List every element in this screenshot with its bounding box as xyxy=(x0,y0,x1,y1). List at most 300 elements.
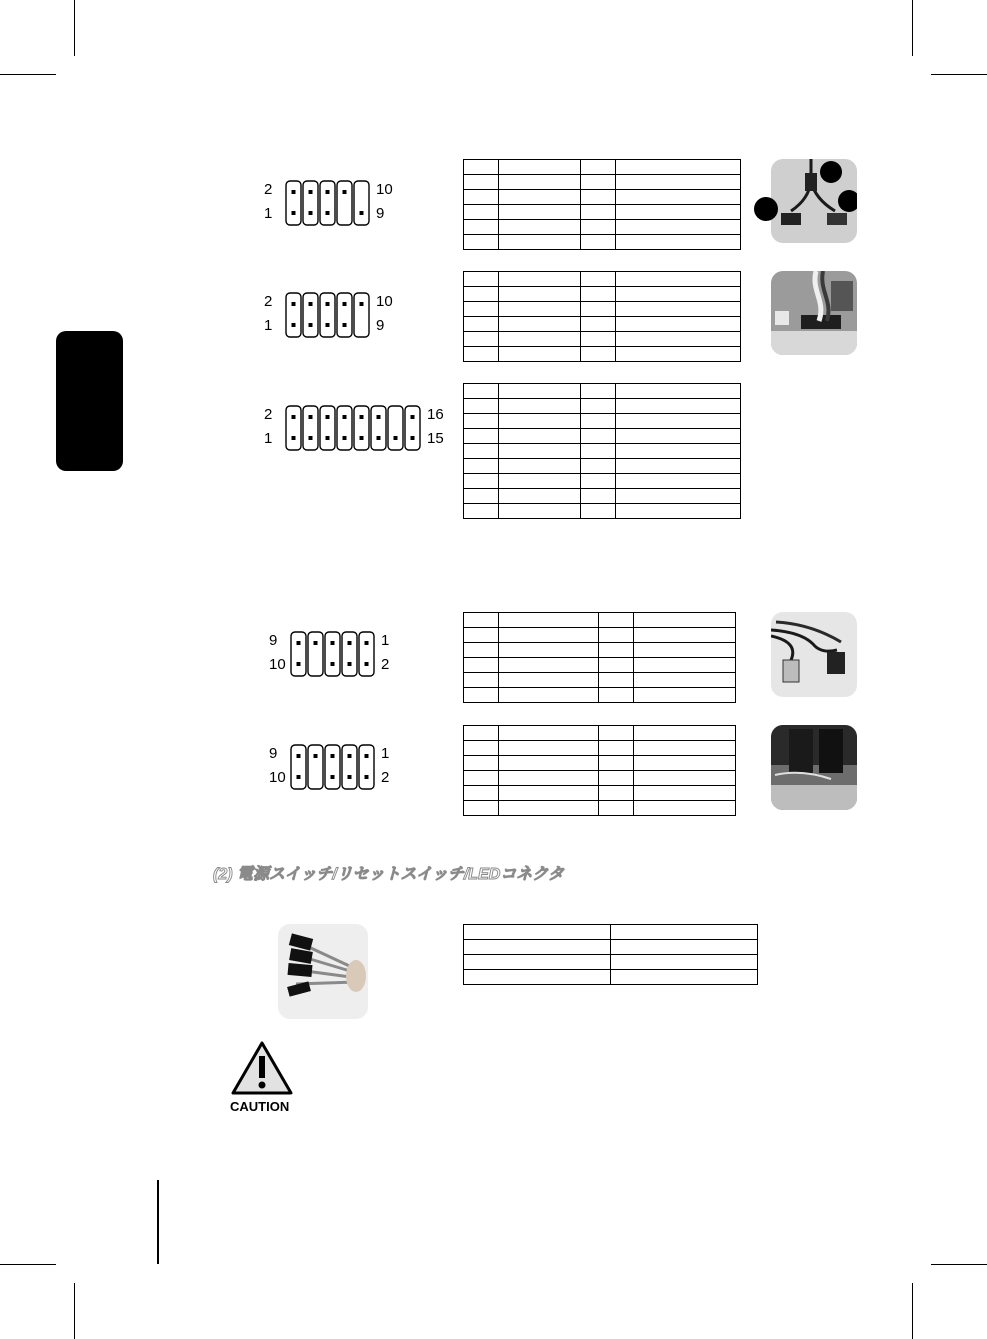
table-cell xyxy=(464,643,499,658)
table-cell xyxy=(499,302,581,317)
table-cell xyxy=(464,160,499,175)
table-row xyxy=(464,673,736,688)
table-cell xyxy=(634,726,736,741)
table-cell xyxy=(464,955,611,970)
table-cell xyxy=(499,726,599,741)
table-cell xyxy=(581,429,616,444)
table-cell xyxy=(464,801,499,816)
pin-column xyxy=(405,406,420,450)
table-cell xyxy=(616,384,741,399)
table-cell xyxy=(499,287,581,302)
pin-column xyxy=(337,293,352,337)
table-cell xyxy=(499,459,581,474)
pin xyxy=(365,775,369,779)
audio-header-photo xyxy=(771,725,857,810)
pin-number-label: 9 xyxy=(269,745,278,762)
table-cell xyxy=(499,688,599,703)
pin-column xyxy=(303,181,318,225)
pin-column xyxy=(308,632,323,676)
crop-mark xyxy=(0,74,56,75)
table-cell xyxy=(581,220,616,235)
header-a xyxy=(260,178,410,228)
table-cell xyxy=(599,756,634,771)
front-panel-cable-photo xyxy=(278,924,368,1019)
pin xyxy=(292,190,296,194)
pin xyxy=(297,775,301,779)
table-cell xyxy=(464,970,611,985)
crop-mark xyxy=(912,1283,913,1339)
table-cell xyxy=(464,205,499,220)
pin-column xyxy=(308,745,323,789)
pin xyxy=(309,436,313,440)
table-row xyxy=(464,688,736,703)
pin-header-outline xyxy=(285,292,372,338)
pin xyxy=(292,436,296,440)
pin-number-label: 2 xyxy=(381,769,390,786)
pin xyxy=(292,211,296,215)
table-row xyxy=(464,444,741,459)
table-cell xyxy=(599,786,634,801)
table-cell xyxy=(499,504,581,519)
header-e xyxy=(265,742,415,792)
table-cell xyxy=(634,741,736,756)
pin-number-label: 9 xyxy=(376,317,385,334)
pin-assignment-table xyxy=(463,725,736,816)
table-row xyxy=(464,384,741,399)
pin xyxy=(411,436,415,440)
table-cell xyxy=(464,771,499,786)
table-cell xyxy=(581,317,616,332)
header-d xyxy=(265,629,415,679)
pin-column xyxy=(303,293,318,337)
pin-assignment-table xyxy=(463,383,741,519)
pin xyxy=(377,415,381,419)
table-row xyxy=(464,399,741,414)
table-cell xyxy=(581,489,616,504)
table-cell xyxy=(611,970,758,985)
pin-number-label: 1 xyxy=(264,205,273,222)
table-cell xyxy=(581,205,616,220)
table-cell xyxy=(499,786,599,801)
table-cell xyxy=(581,444,616,459)
pin xyxy=(343,302,347,306)
section-title: (2) 電源スイッチ/リセットスイッチ/LEDコネクタ xyxy=(213,866,564,883)
pin-number-label: 15 xyxy=(427,430,444,447)
table-cell xyxy=(499,741,599,756)
table-cell xyxy=(634,771,736,786)
table-row xyxy=(464,786,736,801)
pin-column xyxy=(286,293,301,337)
pin-column xyxy=(320,406,335,450)
pin xyxy=(348,641,352,645)
table-cell xyxy=(464,688,499,703)
pin-column xyxy=(359,745,374,789)
table-cell xyxy=(499,756,599,771)
pin-column xyxy=(303,406,318,450)
table-cell xyxy=(499,771,599,786)
table-cell xyxy=(499,190,581,205)
pin xyxy=(331,662,335,666)
table-cell xyxy=(616,414,741,429)
table-cell xyxy=(464,347,499,362)
pin-number-label: 9 xyxy=(269,632,278,649)
table-cell xyxy=(599,658,634,673)
table-cell xyxy=(464,175,499,190)
pin-number-label: 9 xyxy=(376,205,385,222)
audio-cable-photo xyxy=(771,612,857,697)
pin xyxy=(360,436,364,440)
table-cell xyxy=(464,925,611,940)
table-cell xyxy=(464,332,499,347)
crop-mark xyxy=(0,1264,56,1265)
table-cell xyxy=(499,444,581,459)
crop-mark xyxy=(74,0,75,56)
table-row xyxy=(464,190,741,205)
caution-icon xyxy=(230,1040,294,1096)
pin-column xyxy=(342,632,357,676)
table-cell xyxy=(616,205,741,220)
table-cell xyxy=(499,235,581,250)
table-cell xyxy=(581,414,616,429)
pin xyxy=(394,436,398,440)
table-cell xyxy=(634,688,736,703)
table-row xyxy=(464,302,741,317)
pin-number-label: 2 xyxy=(264,406,273,423)
pin xyxy=(297,662,301,666)
pin xyxy=(314,754,318,758)
table-cell xyxy=(599,726,634,741)
pin xyxy=(309,323,313,327)
pin-number-label: 2 xyxy=(264,181,273,198)
table-row xyxy=(464,235,741,250)
table-cell xyxy=(499,272,581,287)
table-row xyxy=(464,726,736,741)
table-cell xyxy=(499,414,581,429)
table-cell xyxy=(499,175,581,190)
table-cell xyxy=(599,801,634,816)
table-cell xyxy=(464,504,499,519)
pin-column xyxy=(359,632,374,676)
pin xyxy=(331,775,335,779)
table-cell xyxy=(499,474,581,489)
pin-column xyxy=(286,406,301,450)
pin-header-outline xyxy=(285,180,372,226)
pin xyxy=(297,754,301,758)
table-row xyxy=(464,287,741,302)
pin-number-label: 2 xyxy=(381,656,390,673)
table-cell xyxy=(616,302,741,317)
table-row xyxy=(464,940,758,955)
table-cell xyxy=(464,613,499,628)
pin xyxy=(343,190,347,194)
table-cell xyxy=(634,786,736,801)
table-cell xyxy=(616,332,741,347)
table-cell xyxy=(611,940,758,955)
table-cell xyxy=(599,613,634,628)
pin xyxy=(309,190,313,194)
table-cell xyxy=(581,504,616,519)
table-cell xyxy=(581,332,616,347)
table-cell xyxy=(499,205,581,220)
table-row xyxy=(464,628,736,643)
table-cell xyxy=(616,175,741,190)
table-cell xyxy=(581,175,616,190)
pin xyxy=(331,641,335,645)
crop-mark xyxy=(931,1264,987,1265)
table-cell xyxy=(616,287,741,302)
table-cell xyxy=(616,444,741,459)
table-cell xyxy=(599,643,634,658)
table-row xyxy=(464,504,741,519)
table-row xyxy=(464,347,741,362)
table-row xyxy=(464,205,741,220)
crop-mark xyxy=(74,1283,75,1339)
table-cell xyxy=(499,160,581,175)
pin xyxy=(326,302,330,306)
table-cell xyxy=(464,658,499,673)
pin-column xyxy=(371,406,386,450)
table-cell xyxy=(464,756,499,771)
pin-column xyxy=(325,632,340,676)
table-cell xyxy=(581,302,616,317)
section-tab xyxy=(56,331,123,471)
table-row xyxy=(464,272,741,287)
pin xyxy=(326,211,330,215)
table-cell xyxy=(499,399,581,414)
cable-splitter-photo xyxy=(771,159,857,243)
table-cell xyxy=(611,925,758,940)
pin xyxy=(343,323,347,327)
pin xyxy=(292,415,296,419)
header-b xyxy=(260,290,410,340)
table-cell xyxy=(464,444,499,459)
table-cell xyxy=(581,474,616,489)
table-cell xyxy=(634,628,736,643)
table-row xyxy=(464,970,758,985)
table-cell xyxy=(464,786,499,801)
caution-label: CAUTION xyxy=(230,1099,290,1114)
table-row xyxy=(464,414,741,429)
pin-column xyxy=(320,293,335,337)
pin-column xyxy=(342,745,357,789)
table-cell xyxy=(464,287,499,302)
pin xyxy=(292,302,296,306)
pin xyxy=(326,323,330,327)
table-cell xyxy=(616,317,741,332)
table-row xyxy=(464,317,741,332)
pin-column xyxy=(388,406,403,450)
table-cell xyxy=(581,272,616,287)
connector-table xyxy=(463,924,758,985)
table-row xyxy=(464,175,741,190)
table-cell xyxy=(499,658,599,673)
pin xyxy=(326,436,330,440)
table-cell xyxy=(464,940,611,955)
table-cell xyxy=(464,429,499,444)
table-cell xyxy=(581,190,616,205)
pin xyxy=(314,641,318,645)
table-row xyxy=(464,429,741,444)
table-row xyxy=(464,220,741,235)
table-row xyxy=(464,332,741,347)
table-row xyxy=(464,613,736,628)
table-cell xyxy=(634,613,736,628)
table-cell xyxy=(634,643,736,658)
table-cell xyxy=(616,235,741,250)
pin xyxy=(331,754,335,758)
table-row xyxy=(464,459,741,474)
table-cell xyxy=(464,741,499,756)
table-cell xyxy=(616,429,741,444)
pin-number-label: 16 xyxy=(427,406,444,423)
table-cell xyxy=(616,220,741,235)
table-row xyxy=(464,801,736,816)
pin xyxy=(326,415,330,419)
table-cell xyxy=(599,628,634,643)
table-cell xyxy=(616,474,741,489)
table-cell xyxy=(634,801,736,816)
pin-number-label: 1 xyxy=(381,632,390,649)
pin-number-label: 10 xyxy=(376,181,393,198)
table-cell xyxy=(464,220,499,235)
callout-circle xyxy=(754,197,778,221)
table-cell xyxy=(616,399,741,414)
table-cell xyxy=(616,489,741,504)
table-cell xyxy=(464,302,499,317)
pin-number-label: 2 xyxy=(264,293,273,310)
pin xyxy=(297,641,301,645)
pin xyxy=(348,775,352,779)
pin xyxy=(309,302,313,306)
table-row xyxy=(464,658,736,673)
pin-number-label: 1 xyxy=(264,317,273,334)
crop-mark xyxy=(912,0,913,56)
table-cell xyxy=(581,235,616,250)
pin xyxy=(377,436,381,440)
pin-number-label: 1 xyxy=(381,745,390,762)
table-cell xyxy=(616,190,741,205)
pin-header-outline xyxy=(290,631,377,677)
table-row xyxy=(464,160,741,175)
pin xyxy=(365,754,369,758)
crop-mark xyxy=(931,74,987,75)
pin-number-label: 1 xyxy=(264,430,273,447)
table-cell xyxy=(464,399,499,414)
table-cell xyxy=(499,317,581,332)
table-cell xyxy=(634,756,736,771)
table-cell xyxy=(616,504,741,519)
table-cell xyxy=(464,190,499,205)
pin-column xyxy=(354,406,369,450)
table-cell xyxy=(634,673,736,688)
table-cell xyxy=(464,628,499,643)
pin xyxy=(309,415,313,419)
table-cell xyxy=(499,613,599,628)
pin-column xyxy=(337,181,352,225)
table-cell xyxy=(616,347,741,362)
pin-column xyxy=(320,181,335,225)
table-row xyxy=(464,955,758,970)
table-cell xyxy=(464,272,499,287)
table-cell xyxy=(616,272,741,287)
pin xyxy=(360,415,364,419)
pin-column xyxy=(291,632,306,676)
pin-number-label: 10 xyxy=(269,769,286,786)
table-cell xyxy=(499,429,581,444)
table-cell xyxy=(611,955,758,970)
pin xyxy=(348,662,352,666)
pin-column xyxy=(354,181,369,225)
pin-assignment-table xyxy=(463,159,741,250)
table-cell xyxy=(499,384,581,399)
table-cell xyxy=(464,384,499,399)
table-row xyxy=(464,474,741,489)
pin xyxy=(343,436,347,440)
table-cell xyxy=(616,160,741,175)
table-cell xyxy=(499,801,599,816)
table-cell xyxy=(499,643,599,658)
pin-header-outline xyxy=(285,405,423,451)
pin-header-outline xyxy=(290,744,377,790)
table-cell xyxy=(464,459,499,474)
pin-column xyxy=(291,745,306,789)
header-c xyxy=(260,403,460,453)
table-cell xyxy=(464,414,499,429)
table-cell xyxy=(634,658,736,673)
table-cell xyxy=(581,399,616,414)
table-cell xyxy=(581,160,616,175)
table-cell xyxy=(581,287,616,302)
table-cell xyxy=(499,673,599,688)
table-cell xyxy=(581,459,616,474)
table-row xyxy=(464,741,736,756)
pin-number-label: 10 xyxy=(376,293,393,310)
table-cell xyxy=(581,384,616,399)
pin xyxy=(348,754,352,758)
pin-column xyxy=(337,406,352,450)
table-cell xyxy=(499,347,581,362)
pin xyxy=(326,190,330,194)
motherboard-header-photo xyxy=(771,271,857,355)
pin xyxy=(343,415,347,419)
table-row xyxy=(464,925,758,940)
table-row xyxy=(464,771,736,786)
table-cell xyxy=(599,673,634,688)
pin-column xyxy=(286,181,301,225)
pin xyxy=(360,211,364,215)
table-cell xyxy=(499,489,581,504)
page-rule xyxy=(157,1180,159,1264)
table-cell xyxy=(464,673,499,688)
pin-column xyxy=(325,745,340,789)
pin-column xyxy=(354,293,369,337)
table-cell xyxy=(499,220,581,235)
table-cell xyxy=(464,317,499,332)
table-cell xyxy=(464,489,499,504)
table-cell xyxy=(499,628,599,643)
pin-number-label: 10 xyxy=(269,656,286,673)
table-row xyxy=(464,489,741,504)
table-cell xyxy=(464,474,499,489)
table-cell xyxy=(599,741,634,756)
pin xyxy=(411,415,415,419)
pin-assignment-table xyxy=(463,612,736,703)
pin xyxy=(292,323,296,327)
table-cell xyxy=(599,771,634,786)
pin xyxy=(309,211,313,215)
table-cell xyxy=(464,235,499,250)
table-row xyxy=(464,756,736,771)
